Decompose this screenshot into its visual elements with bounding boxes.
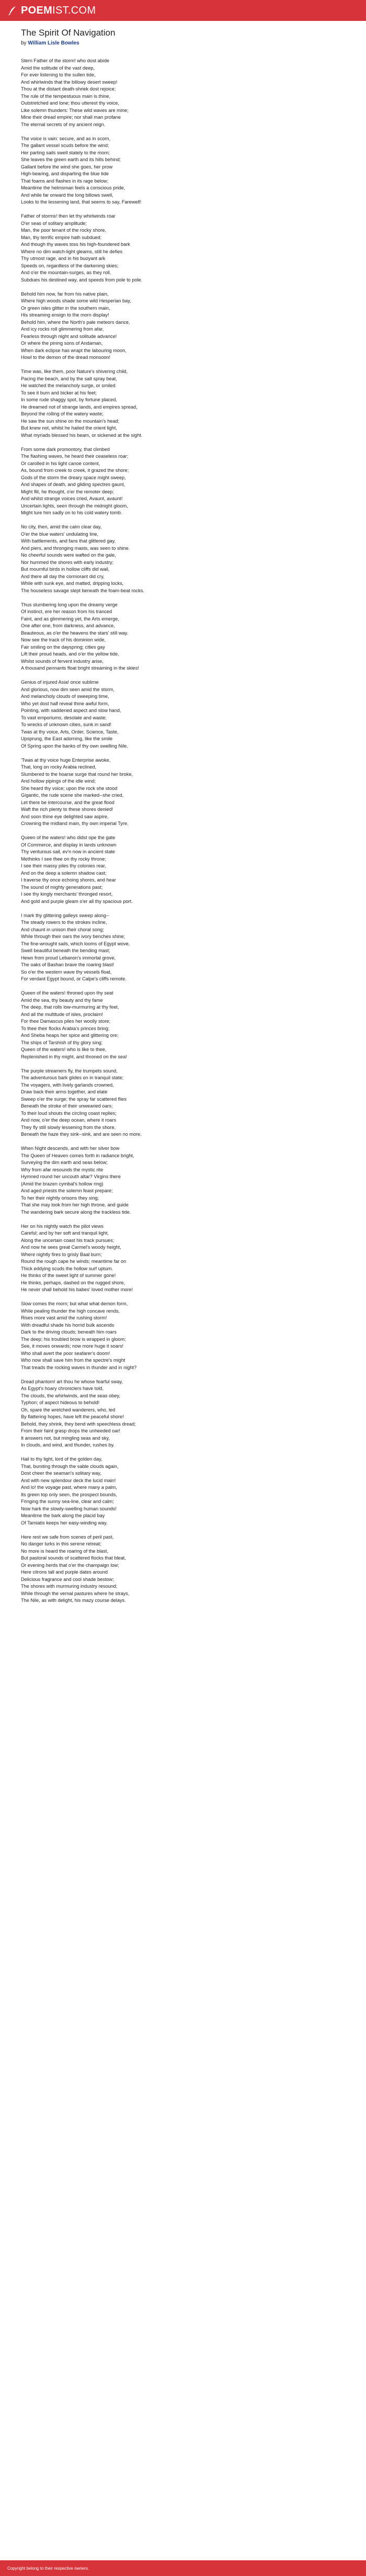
poem-line: While with sunk eye, and matted, dripping locks, <box>21 581 124 586</box>
stanza <box>21 834 345 905</box>
poem-line: Or where the pining sons of Andaman, <box>21 341 103 346</box>
stanza <box>21 679 345 750</box>
poem-line: Methinks I see thee on thy rocky throne; <box>21 856 106 862</box>
poem-line: The ships of Tarshish of thy glory sing; <box>21 1040 103 1045</box>
poem-line: Lift their proud heads, and o'er the yellow tide, <box>21 651 119 657</box>
poem-line: To thee their flocks Arabia's princes bring; <box>21 1025 110 1031</box>
poem-line: Rises more vast amid the rushing storm! <box>21 1315 107 1320</box>
site-header <box>0 0 366 21</box>
stanza <box>21 912 345 983</box>
poem-line: And all the multitude of isles, proclaim! <box>21 1011 103 1017</box>
site-logo[interactable] <box>7 5 96 17</box>
poem-line: Careful; and by her soft and tranquil light, <box>21 1230 109 1236</box>
poem-line: Now see the track of his dominion wide, <box>21 637 106 642</box>
poem-line: And whirlwinds that the billowy desert sweep! <box>21 79 118 85</box>
poem-line: Fringing the sunny sea-line, clear and calm; <box>21 1499 114 1504</box>
poem-line: Who yet dost half reveal thine awful form, <box>21 701 109 706</box>
poem-line: And though thy waves toss his high-foundered bark <box>21 242 130 247</box>
poem-line: The adventurous bark glides on in tranquil state; <box>21 1075 124 1080</box>
poem-line: Why from afar resounds the mystic rite <box>21 1167 104 1172</box>
poem-line: O'er seas of solitary amplitude; <box>21 220 87 226</box>
poem-line: Twas at thy voice, Arts, Order, Science, Taste, <box>21 729 119 735</box>
poem-line: I traverse thy once echoing shores, and hear <box>21 877 116 883</box>
poem-line: Behold, they shrink, they bend with speechless dread; <box>21 1421 136 1427</box>
poem-line: Slow comes the morn; but what what demon form, <box>21 1301 128 1306</box>
logo-text <box>21 5 96 17</box>
poem-line: Whilst sounds of fervent industry arise, <box>21 658 104 664</box>
byline-prefix: by <box>21 40 27 46</box>
poem-line: With battlements, and fans that glittered gay, <box>21 538 116 544</box>
poem-line: Nor hummed the shores with early industry; <box>21 559 114 565</box>
poem-line: Beyond the rolling of the watery waste; <box>21 411 104 416</box>
poem-line: Beauteous, as o'er the heavens the stars' still way. <box>21 630 129 636</box>
poem-line: And while far onward the long billows swell, <box>21 192 113 198</box>
poem-line: Time was, like them, poor Nature's shivering child, <box>21 369 128 374</box>
poem-line: Round the rough cape he winds; meantime far on <box>21 1259 127 1264</box>
poem-line: Mine their dread empire; nor shall man profane <box>21 115 121 120</box>
poem-line: Pacing the beach, and by the salt spray beat, <box>21 376 117 381</box>
poem-line: Of instinct, ere her reason from his tranced <box>21 609 112 614</box>
stanza <box>21 291 345 361</box>
poem-line: Along the uncertain coast his track pursues; <box>21 1237 115 1243</box>
poem-line: Gigantic, the rude scene she marked--she cried, <box>21 793 124 798</box>
poem-line: Hail to thy light, lord of the golden day, <box>21 1456 102 1462</box>
poem-line: No more is heard the roaring of the blast, <box>21 1548 108 1554</box>
poem-line: That, bursting through the sable clouds again, <box>21 1463 119 1469</box>
poem-line: That, long on rocky Arabia reclined, <box>21 764 97 770</box>
poem-line: She heard thy voice; upon the rock she stood <box>21 785 118 791</box>
stanza <box>21 1301 345 1371</box>
poem-line: And o'er the mountain-surges, as they roll, <box>21 270 111 275</box>
poem-line: And there all day the cormorant did cry, <box>21 573 105 579</box>
poem-line: Thus slumbering long upon the dreamy verge <box>21 602 118 607</box>
poem-line: Queen of the waters! who is like to thee, <box>21 1047 107 1052</box>
poem-line: By flattering hopes, have left the peaceful shore! <box>21 1414 124 1419</box>
poem-line: Or carolled in his light canoe content, <box>21 460 100 466</box>
poem-line: For thee Damascus piles her woolly store; <box>21 1019 111 1024</box>
poem-line: Where nightly fires to grisly Baal burn; <box>21 1251 102 1257</box>
poem-line: But pastoral sounds of scattered flocks that bleat, <box>21 1555 126 1561</box>
poem-line: With dreadful shade his horrid bulk ascends <box>21 1322 115 1328</box>
poem-line: Sweep o'er the surge; the spray far scattered flies <box>21 1096 127 1102</box>
poem-line: And shapes of death, and gliding spectres gaunt, <box>21 482 125 487</box>
stanza <box>21 368 345 439</box>
poem-line: Here rest we safe from scenes of peril past, <box>21 1534 114 1540</box>
poem-line: Gallant before the wind she goes, her prow <box>21 164 113 170</box>
poem-line: Upsprung, the East adorning, like the smile <box>21 736 113 741</box>
poem-line: Where high woods shade some wild Hesperian bay, <box>21 298 131 303</box>
poem-line: And lo! the voyage past, where many a palm, <box>21 1485 117 1490</box>
poem-line: Meantime the bark along the placid bay <box>21 1513 105 1518</box>
stanza <box>21 213 345 284</box>
poem-line: No cheerful sounds were wafted on the gale, <box>21 552 116 558</box>
poem-body <box>21 58 345 1605</box>
poem-line: Amid the solitude of the vast deep, <box>21 65 95 71</box>
poem-line: Dread phantom! art thou he whose fearful sway, <box>21 1379 123 1384</box>
poem-line: Gods of the storm the dreary space might sweep, <box>21 474 126 480</box>
poem-line: Subdues his destined way, and speeds from pole to pole. <box>21 277 143 283</box>
poem-line: And aged priests the solemn feast prepare; <box>21 1188 113 1193</box>
stanza <box>21 1534 345 1605</box>
poem-line: He watched the melancholy surge, or smiled <box>21 383 116 388</box>
poem-line: O'er the blue waters' undulating line, <box>21 531 99 537</box>
poem-line: Or evening herds that o'er the champaign low; <box>21 1562 119 1568</box>
poem-line: It answers not, but mingling seas and sky, <box>21 1435 110 1441</box>
stanza <box>21 1456 345 1527</box>
poem-line: But knew not, whilst he hailed the orient light, <box>21 425 117 431</box>
poem-line: Queen of the waters! throned upon thy seat <box>21 990 113 996</box>
poem-line: One after one, from darkness, and advance, <box>21 623 115 628</box>
poem-line: A thousand pennants float bright streaming in the skies! <box>21 665 139 671</box>
poem-line: 'Twas at thy voice huge Enterprise awoke, <box>21 757 111 763</box>
stanza <box>21 602 345 672</box>
poem-line: Here citrons tall and purple dates around <box>21 1569 108 1575</box>
poem-line: To her their nightly orisons they sing; <box>21 1195 99 1201</box>
poem-line: Thou at the distant death-shriek dost rejoice; <box>21 86 116 92</box>
poem-line: Might flit, he thought, o'er the remoter deep; <box>21 489 114 494</box>
poem-line: And soon thine eye delighted saw aspire, <box>21 814 109 819</box>
poem-line: The Nile, as with delight, his mazy course delays. <box>21 1598 126 1603</box>
poem-line: Pointing, with saddened aspect and slow hand, <box>21 708 121 713</box>
poem-line: Surveying the dim earth and seas below; <box>21 1160 108 1165</box>
poem-line: Draw back their arms together, and elate <box>21 1089 108 1094</box>
poem-line: He thinks of the sweet light of summer gone! <box>21 1273 116 1278</box>
poem-line: The eternal secrets of my ancient reign. <box>21 121 106 127</box>
poem-line: Behold him now, far from his native plain, <box>21 291 109 297</box>
poem-line: The deep, that rolls low-murmuring at thy feet, <box>21 1004 119 1010</box>
stanza <box>21 990 345 1060</box>
poem-line: They fly still slowly lessening from the shore, <box>21 1124 116 1130</box>
poem-line: And on the deep a solemn shadow cast; <box>21 870 107 876</box>
poem-line: And with new splendour deck the lucid main! <box>21 1477 116 1483</box>
poem-line: From their faint grasp drops the unheeded oar! <box>21 1428 120 1433</box>
poem-line: Typhon; of aspect hideous to behold! <box>21 1400 100 1405</box>
poem-line: To their loud shouts the circling coast replies; <box>21 1110 117 1116</box>
poem-line: The sound of mighty generations past; <box>21 884 103 890</box>
poem-line: Fearless through night and solitude advance! <box>21 333 117 339</box>
stanza <box>21 446 345 517</box>
poem-line: In some rude shaggy spot, by fortune placed, <box>21 397 117 402</box>
poem-line: I see thy kingly merchants' thronged resort, <box>21 891 113 897</box>
poem-line: To see it burn and bicker at his feet; <box>21 390 97 396</box>
poem-line: And gold and purple gleam o'er all thy spacious port. <box>21 898 133 904</box>
poem-line: And now he sees great Carmel's woody height, <box>21 1245 121 1250</box>
poem-line: The rule of the tempestuous main is thine, <box>21 93 111 99</box>
poem-line: Dost cheer the seaman's solitary way, <box>21 1471 101 1476</box>
poem-line: Thy utmost rage, and in his buoyant ark <box>21 256 106 261</box>
poem-line: He saw the sun shine on the mountain's head; <box>21 418 120 424</box>
poem-line: As, bound from creek to creek, it grazed the shore; <box>21 468 129 473</box>
poem-line: The steady rowers to the strokes incline, <box>21 920 107 925</box>
poem-line: And whilst strange voices cried, Avaunt, avaunt! <box>21 496 123 501</box>
poem-line: Fair smiling on the dayspring; cities gay <box>21 644 105 650</box>
poem-line: Howl to the demon of the dread monsoon! <box>21 355 111 360</box>
poem-line: Slumbered to the hoarse surge that round her broke, <box>21 771 133 777</box>
poem-line: And chaunt in unison their choral song; <box>21 927 104 932</box>
poem-line: For verdant Egypt bound, or Calpe's cliffs remote. <box>21 976 127 981</box>
stanza <box>21 524 345 594</box>
poem-line: While through the vernal pastures where he strays, <box>21 1590 130 1596</box>
poem-line: The clouds, the whirlwinds, and the seas obey, <box>21 1393 120 1398</box>
poem-line: The deep; his troubled brow is wrapped in gloom; <box>21 1336 126 1342</box>
poem-line: Replenished in thy might, and throned on the sea! <box>21 1054 127 1059</box>
poem-line: His streaming ensign to the morn display! <box>21 312 109 318</box>
stanza <box>21 1068 345 1138</box>
poem-line: The purple streamers fly, the trumpets sound, <box>21 1068 118 1074</box>
poem-line: That foams and flashes in its rage below; <box>21 178 108 184</box>
poem-line: And now, o'er the deep ocean, where it roars <box>21 1117 117 1123</box>
poem-line: While pealing thunder the high concave rends, <box>21 1308 120 1314</box>
poem-line: To wrecks of unknown cities, sunk in sand! <box>21 722 112 727</box>
poem-line: Beneath the stroke of their unwearied oars; <box>21 1103 113 1109</box>
poem-line: Thy venturous sail, ev'n now in ancient state <box>21 849 115 854</box>
poem-line: Of Commerce, and display in lands unknown <box>21 842 117 848</box>
poem-line: Hewn from proud Lebanon's immortal grove, <box>21 955 116 961</box>
poem-line: Speeds on, regardless of the darkening skies; <box>21 263 119 268</box>
poem-line: High-bearing, and disparting the blue tide <box>21 171 109 176</box>
poem-line: The oaks of Bashan brave the roaring blast! <box>21 962 115 967</box>
poem-line: (Amid the brazen cymbal's hollow ring) <box>21 1181 104 1187</box>
poem-line: Its green top only seen, the prospect bounds, <box>21 1492 117 1497</box>
poem-line: And Sheba heaps her spice and glittering ore; <box>21 1033 119 1038</box>
poem-line: Or green isles glitter in the southern main, <box>21 305 110 311</box>
poem-line: Crowning the midland main, thy own imperial Tyre. <box>21 821 129 826</box>
poem-line: The gallant vessel scuds before the wind; <box>21 143 109 148</box>
poem-line: Swell beautiful beneath the bending mast; <box>21 948 110 953</box>
poem-line: Behold him, where the North's pale meteors dance, <box>21 319 130 325</box>
poem-line: Her on his nightly watch the pilot views <box>21 1223 104 1229</box>
poem-line: Meantime the helmsman feels a conscious pride, <box>21 185 125 190</box>
site-footer <box>0 2560 366 2576</box>
poem-line: The Queen of Heaven comes forth in radiance bright, <box>21 1153 134 1158</box>
stanza <box>21 1145 345 1216</box>
stanza <box>21 1379 345 1449</box>
poem-line: Like solemn thunders: These wild waves are mine; <box>21 107 129 113</box>
poem-line: Waft the rich plenty to these shores denied! <box>21 807 113 812</box>
poem-line: He never shall behold his babes' loved mother more! <box>21 1287 133 1292</box>
poem-line: The shores with murmuring industry resound; <box>21 1584 118 1589</box>
author-link[interactable]: William Lisle Bowles <box>28 40 79 46</box>
poem-line: To vast emporiums, desolate and waste; <box>21 715 107 720</box>
poem-line: Uncertain lights, seen through the midnight gloom, <box>21 503 128 509</box>
poem-line: What myriads blessed his beam, or sickened at the sight. <box>21 432 143 438</box>
poem-line: The voyagers, with lively garlands crowned, <box>21 1082 114 1088</box>
poem-line: Who shall avert the poor seafarer's doom! <box>21 1350 110 1356</box>
poem-line: For ever listening to the sullen tide, <box>21 72 96 77</box>
poem-line: Thick eddying scuds the hollow surf upturn. <box>21 1266 113 1271</box>
poem-line: He dreamed not of strange lands, and empires spread, <box>21 404 138 410</box>
poem-line: When dark eclipse has wrapt the labouring moon, <box>21 347 127 353</box>
poem-line: From some dark promontory, that climbed <box>21 446 110 452</box>
poem-line: Of Spring upon the banks of thy own swelling Nile. <box>21 743 128 749</box>
poem-line: Her parting sails swell stately to the morn; <box>21 150 110 155</box>
poem-line: And hollow pipings of the idle wind; <box>21 778 96 784</box>
poem-line: So o'er the western wave thy vessels float, <box>21 969 112 975</box>
poem-line: He thinks, perhaps, dashed on the rugged shore, <box>21 1280 125 1285</box>
poem-line: Outstretched and lone; thou utterest thy voice, <box>21 100 119 106</box>
poem-line: Oh, spare the wretched wanderers, who, led <box>21 1407 116 1413</box>
poem-line: And melancholy clouds of sweeping time, <box>21 694 109 699</box>
poem-line: Delicious fragrance and cool shade bestow; <box>21 1576 114 1582</box>
poem-line: In clouds, and wind, and thunder, rushes by. <box>21 1442 115 1448</box>
poem-line: Queen of the waters! who didst ope the gate <box>21 835 116 840</box>
poem-line: She leaves the green earth and its hills behind; <box>21 157 121 162</box>
poem-line: I see their massy piles thy colonies rear, <box>21 863 106 868</box>
logo-prefix: POEM <box>21 4 53 16</box>
stanza <box>21 757 345 828</box>
poem-content <box>21 27 345 1611</box>
poem-line: The houseless savage slept beneath the foam-beat rocks. <box>21 587 144 593</box>
poem-line: Beneath the haze they sink--sink, and are seen no more. <box>21 1132 142 1137</box>
poem-line: Hymned round her uncouth altar? Virgins there <box>21 1174 121 1179</box>
poem-line: Of Tamiatis keeps her easy-winding way. <box>21 1520 108 1526</box>
poem-line: Where no dim watch-light gleams, still he defies <box>21 248 123 254</box>
logo-suffix: IST.COM <box>52 4 96 16</box>
poem-line: The flashing waves, he heard their ceaseless roar; <box>21 454 129 459</box>
stanza <box>21 1223 345 1294</box>
poem-line: And piers, and thronging masts, was seen to shine. <box>21 545 130 551</box>
poem-line: And glorious, now dim seen amid the storm, <box>21 686 115 692</box>
stanza <box>21 135 345 206</box>
byline <box>21 40 345 47</box>
quill-icon <box>7 5 18 16</box>
poem-line: Father of storms! then let thy whirlwinds roar <box>21 213 116 219</box>
poem-line: No danger lurks in this serene retreat; <box>21 1541 101 1546</box>
stanza <box>21 58 345 128</box>
poem-line: Stern Father of the storm! who dost abide <box>21 58 110 63</box>
poem-line: The fine-wrought sails, which looms of Egypt wove, <box>21 941 130 946</box>
poem-line: That treads the rocking waves in thunder and in night? <box>21 1364 137 1370</box>
poem-line: Man, thy terrific empire hath subdued; <box>21 234 102 240</box>
poem-line: Amid the sea, thy beauty and thy fame <box>21 997 103 1003</box>
poem-line: I mark thy glittering galleys sweep along-- <box>21 912 110 918</box>
poem-line: When Night descends, and with her silver bow <box>21 1146 120 1151</box>
poem-line: The voice is vain: secure, and as in scorn, <box>21 135 111 141</box>
poem-line: Man, the poor tenant of the rocky shore, <box>21 228 106 233</box>
poem-title: The Spirit Of Navigation <box>21 28 116 38</box>
poem-line: See, it moves onwards; now more huge it soars! <box>21 1343 124 1349</box>
poem-line: But mournful birds in hollow cliffs did wail, <box>21 567 110 572</box>
poem-line: Might lure him sadly on to his cold watery tomb. <box>21 510 122 515</box>
poem-line: No city, then, amid the calm clear day, <box>21 524 102 529</box>
poem-line: Faint, and as glimmering yet, the Arts emerge, <box>21 616 119 622</box>
poem-line: Who now shall save him from the spectre's might <box>21 1358 125 1363</box>
poem-line: Dark to the driving clouds; beneath him roars <box>21 1329 117 1335</box>
poem-line: Looks to the lessening land, that seems to say, Farewell! <box>21 199 142 205</box>
poem-line: That she may look from her high throne, and guide <box>21 1202 129 1207</box>
poem-line: Now hark the slowly-swelling human sounds! <box>21 1506 117 1511</box>
poem-line: Let there be intercourse, and the great flood <box>21 799 115 805</box>
poem-line: As Egypt's hoary chroniclers have told, <box>21 1386 104 1391</box>
poem-line: Genius of injured Asia! once sublime <box>21 680 99 685</box>
poem-line: While through their oars the ivory benches shine; <box>21 934 125 939</box>
poem-line: The wandering bark secure along the trackless tide. <box>21 1209 131 1215</box>
copyright-text: Copyright belong to their respective owners. <box>7 2566 89 2571</box>
poem-line: And icy rocks roll glimmering from afar, <box>21 326 104 332</box>
